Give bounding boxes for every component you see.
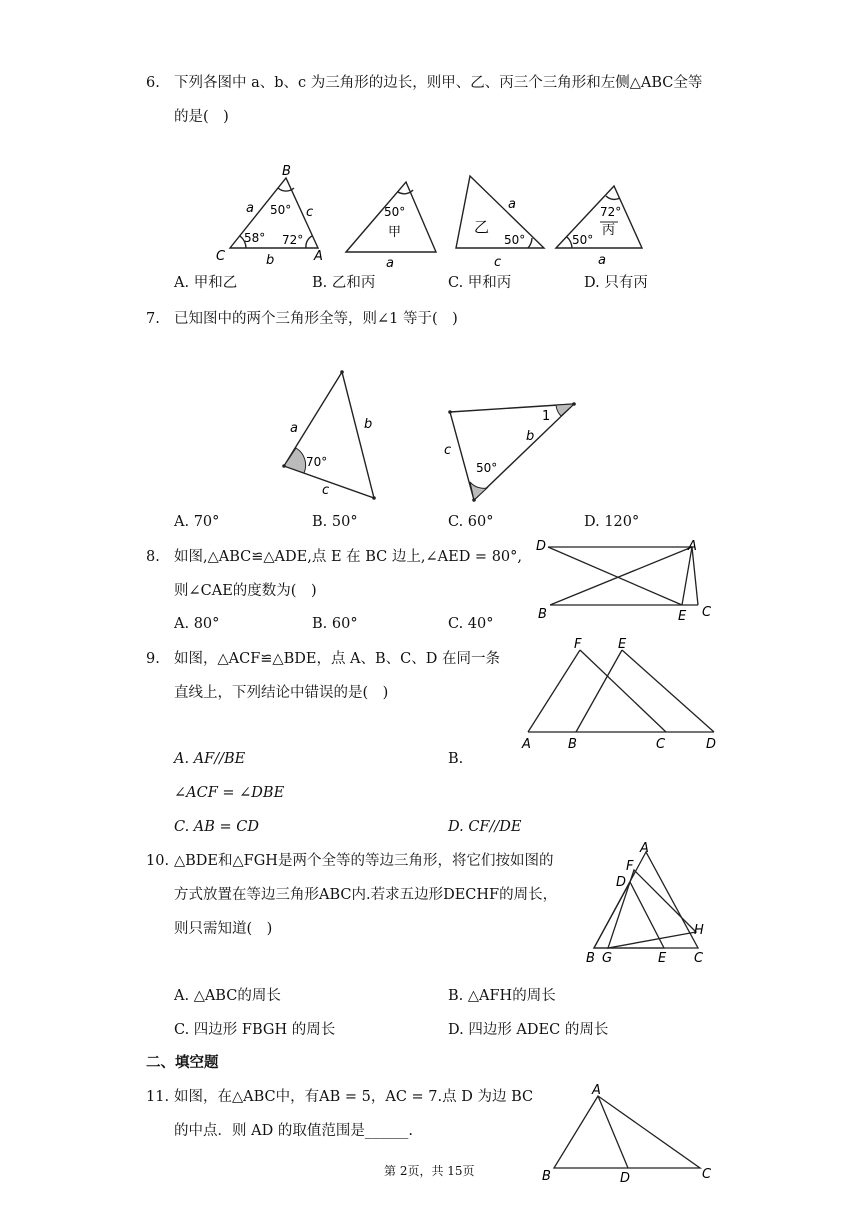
q9-option-c[interactable]: C. AB = CD [174, 819, 260, 835]
q11-figure [534, 1078, 720, 1188]
q6-label-A: A [314, 249, 323, 264]
q9-label-C: C [656, 737, 666, 752]
q6-jia-angle: 50° [384, 205, 406, 219]
q7-number: 7. [146, 311, 160, 327]
q6-label-B: B [282, 164, 291, 179]
q6-angle-C: 58° [244, 231, 266, 245]
q7-option-d[interactable]: D. 120° [584, 514, 640, 530]
q9-option-b[interactable]: B. [448, 751, 464, 767]
q6-bing-side: a [598, 253, 606, 268]
section-heading-fill-in: 二、填空题 [146, 1055, 219, 1071]
q7-left-angle: 70° [306, 455, 328, 469]
q10-label-A: A [640, 841, 649, 856]
q6-text-line2: 的是( ) [174, 109, 229, 125]
q7-left-angle-mark [284, 448, 306, 473]
q8-number: 8. [146, 549, 160, 565]
q9-text-line1: 如图，△ACF≌△BDE，点 A、B、C、D 在同一条 [174, 651, 501, 667]
q7-left-a: a [290, 421, 298, 436]
q7-right-angle: 50° [476, 461, 498, 475]
q11-label-D: D [620, 1171, 631, 1186]
q7-right-c: c [444, 443, 452, 458]
q10-label-B: B [586, 951, 595, 966]
q9-label-F: F [574, 637, 582, 652]
q6-jia-name: 甲 [388, 225, 402, 240]
q9-figure [516, 636, 726, 754]
q6-yi-name: 乙 [474, 218, 490, 236]
q7-right-one: 1 [542, 409, 551, 424]
q9-text-line2: 直线上，下列结论中错误的是( ) [174, 685, 389, 701]
q10-option-b[interactable]: B. △AFH的周长 [448, 988, 556, 1004]
q10-option-a[interactable]: A. △ABC的周长 [174, 988, 281, 1004]
q8-label-B: B [538, 607, 547, 622]
q7-option-c[interactable]: C. 60° [448, 514, 494, 530]
q10-text-line2: 方式放置在等边三角形ABC内.若求五边形DECHF的周长， [174, 887, 558, 903]
q8-text-line1: 如图,△ABC≌△ADE,点 E 在 BC 边上,∠AED = 80°, [174, 549, 522, 565]
q6-label-c: c [306, 205, 314, 220]
q7-left-c: c [322, 483, 330, 498]
q9-option-b-continued: ∠ACF = ∠DBE [174, 785, 285, 801]
q10-figure [578, 838, 718, 970]
q7-option-b[interactable]: B. 50° [312, 514, 358, 530]
q10-text-line3: 则只需知道( ) [174, 921, 273, 937]
q11-number: 11. [146, 1089, 170, 1105]
q6-option-a[interactable]: A. 甲和乙 [174, 275, 238, 291]
q7-text: 已知图中的两个三角形全等，则∠1 等于( ) [174, 311, 458, 327]
q6-text-line1: 下列各图中 a、b、c 为三角形的边长，则甲、乙、丙三个三角形和左侧△ABC全等 [174, 75, 703, 91]
q10-text-line1: △BDE和△FGH是两个全等的等边三角形，将它们按如图的 [174, 853, 554, 869]
q10-label-C: C [694, 951, 704, 966]
q6-bing-angle-left: 50° [572, 233, 594, 247]
q7-option-a[interactable]: A. 70° [174, 514, 220, 530]
q8-figure [530, 534, 720, 626]
q6-yi-side-top: a [508, 197, 516, 212]
q6-triangle-yi [456, 176, 544, 248]
q6-angle-A: 72° [282, 233, 304, 247]
q6-bing-name: 丙 [602, 223, 616, 238]
q6-yi-side-bottom: c [494, 255, 502, 270]
q6-figure [210, 160, 660, 270]
q10-option-c[interactable]: C. 四边形 FBGH 的周长 [174, 1022, 336, 1038]
q6-yi-angle: 50° [504, 233, 526, 247]
q6-angle-B: 50° [270, 203, 292, 217]
q8-option-a[interactable]: A. 80° [174, 616, 220, 632]
q6-jia-side: a [386, 256, 394, 271]
q11-label-C: C [702, 1167, 712, 1182]
q8-label-D: D [536, 539, 547, 554]
q10-label-F: F [626, 859, 634, 874]
q7-figure [270, 360, 600, 510]
q9-option-a[interactable]: A. AF//BE [174, 751, 246, 767]
q9-label-B: B [568, 737, 577, 752]
q9-option-d[interactable]: D. CF//DE [448, 819, 522, 835]
q11-label-B: B [542, 1169, 551, 1184]
q9-label-E: E [618, 637, 627, 652]
q6-label-a: a [246, 201, 254, 216]
q7-right-angle-mark-top [556, 404, 574, 416]
q11-text-line2: 的中点．则 AD 的取值范围是______. [174, 1123, 413, 1139]
q6-option-d[interactable]: D. 只有丙 [584, 275, 648, 291]
q7-left-b: b [364, 417, 373, 432]
q8-text-line2: 则∠CAE的度数为( ) [174, 583, 317, 599]
q8-option-c[interactable]: C. 40° [448, 616, 494, 632]
q7-triangle-right [450, 404, 574, 500]
q6-triangle-bing [556, 186, 642, 248]
q10-label-E: E [658, 951, 667, 966]
q6-bing-angle-top: 72° [600, 205, 622, 219]
q10-label-G: G [602, 951, 613, 966]
q11-text-line1: 如图，在△ABC中，有AB = 5，AC = 7.点 D 为边 BC [174, 1089, 534, 1105]
q8-label-A: A [688, 539, 697, 554]
q7-right-b: b [526, 429, 535, 444]
q6-label-b: b [266, 253, 275, 268]
q9-label-A: A [522, 737, 531, 752]
q8-label-C: C [702, 605, 712, 620]
q6-option-c[interactable]: C. 甲和丙 [448, 275, 512, 291]
q9-number: 9. [146, 651, 160, 667]
q6-label-C: C [216, 249, 226, 264]
q10-label-D: D [616, 875, 627, 890]
q9-label-D: D [706, 737, 717, 752]
q6-number: 6. [146, 75, 160, 91]
q10-option-d[interactable]: D. 四边形 ADEC 的周长 [448, 1022, 609, 1038]
q8-label-E: E [678, 609, 687, 624]
q10-number: 10. [146, 853, 170, 869]
q10-label-H: H [694, 923, 704, 938]
q8-option-b[interactable]: B. 60° [312, 616, 358, 632]
page-footer: 第 2页，共 15页 [384, 1164, 475, 1178]
q6-option-b[interactable]: B. 乙和丙 [312, 275, 376, 291]
q11-label-A: A [592, 1083, 601, 1098]
